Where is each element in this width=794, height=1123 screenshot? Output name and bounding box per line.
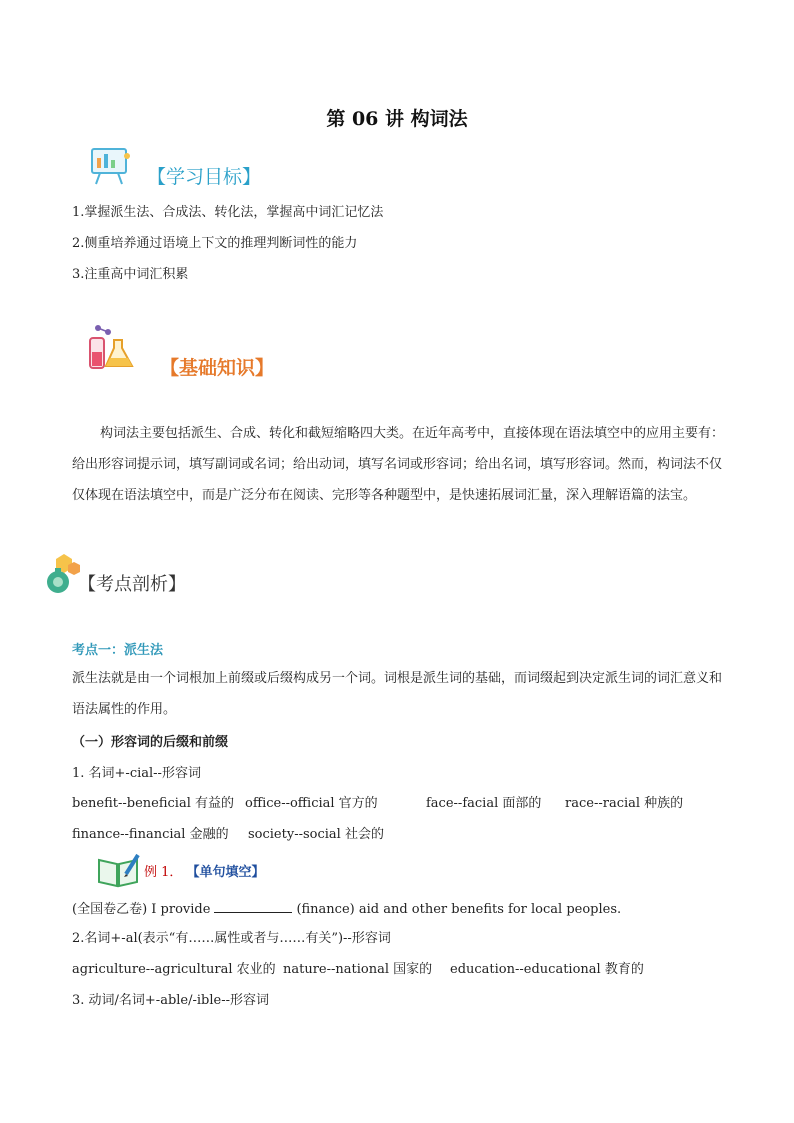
example-sentence bbox=[72, 900, 621, 919]
section-analysis-heading: 【考点剖析】 bbox=[78, 574, 186, 595]
notebook-pencil-icon bbox=[96, 852, 142, 888]
word-pair: education--educational 教育的 bbox=[450, 962, 644, 977]
section-basics-heading: 【基础知识】 bbox=[160, 357, 275, 379]
rule-2: 2.名词+-al(表示“有……属性或者与……有关”)--形容词 bbox=[72, 931, 391, 946]
presentation-board-icon bbox=[88, 146, 132, 186]
objective-item-2: 2.侧重培养通过语境上下文的推理判断词性的能力 bbox=[72, 236, 358, 251]
word-pair: nature--national 国家的 bbox=[283, 962, 433, 977]
lab-flask-icon bbox=[84, 322, 134, 372]
answer-blank[interactable] bbox=[214, 900, 292, 913]
rule-3: 3. 动词/名词+-able/-ible--形容词 bbox=[72, 993, 270, 1008]
page-title: 第 06 讲 构词法 bbox=[326, 108, 468, 130]
kaodian-intro: 派生法就是由一个词根加上前缀或后缀构成另一个词。词根是派生词的基础，而词缀起到决定派生词的词汇意义和语法属性的作用。 bbox=[72, 671, 723, 717]
word-pair: face--facial 面部的 bbox=[426, 796, 542, 811]
example-suffix: (finance) aid and other benefits for local peoples. bbox=[296, 902, 622, 917]
sub-heading-1: （一）形容词的后缀和前缀 bbox=[72, 735, 229, 750]
section-objectives-heading: 【学习目标】 bbox=[147, 166, 262, 188]
word-pair: society--social 社会的 bbox=[248, 827, 384, 842]
word-pair: agriculture--agricultural 农业的 bbox=[72, 962, 276, 977]
word-pair: race--racial 种族的 bbox=[565, 796, 684, 811]
word-pair: office--official 官方的 bbox=[245, 796, 378, 811]
objective-item-1: 1.掌握派生法、合成法、转化法，掌握高中词汇记忆法 bbox=[72, 205, 384, 220]
example-tag: 【单句填空】 bbox=[186, 865, 265, 880]
objective-item-3: 3.注重高中词汇积累 bbox=[72, 267, 189, 282]
rule-1: 1. 名词+-cial--形容词 bbox=[72, 766, 201, 781]
example-prefix: (全国卷乙卷) I provide bbox=[72, 902, 211, 917]
word-pair: finance--financial 金融的 bbox=[72, 827, 229, 842]
kaodian-heading: 考点一：派生法 bbox=[72, 643, 164, 658]
basics-paragraph: 构词法主要包括派生、合成、转化和截短缩略四大类。在近年高考中，直接体现在语法填空中的应用主要有：给出形容词提示词，填写副词或名词；给出动词，填写名词或形容词；给出名词，填写形容词。然而，构词法不仅仅体现在语法填空中，而是广泛分布在阅读、完形等各种题型中，是快速拓展词汇量，深入理解语篇的法宝。 bbox=[72, 426, 725, 503]
word-pair: benefit--beneficial 有益的 bbox=[72, 796, 234, 811]
example-label: 例 1． bbox=[144, 865, 183, 880]
